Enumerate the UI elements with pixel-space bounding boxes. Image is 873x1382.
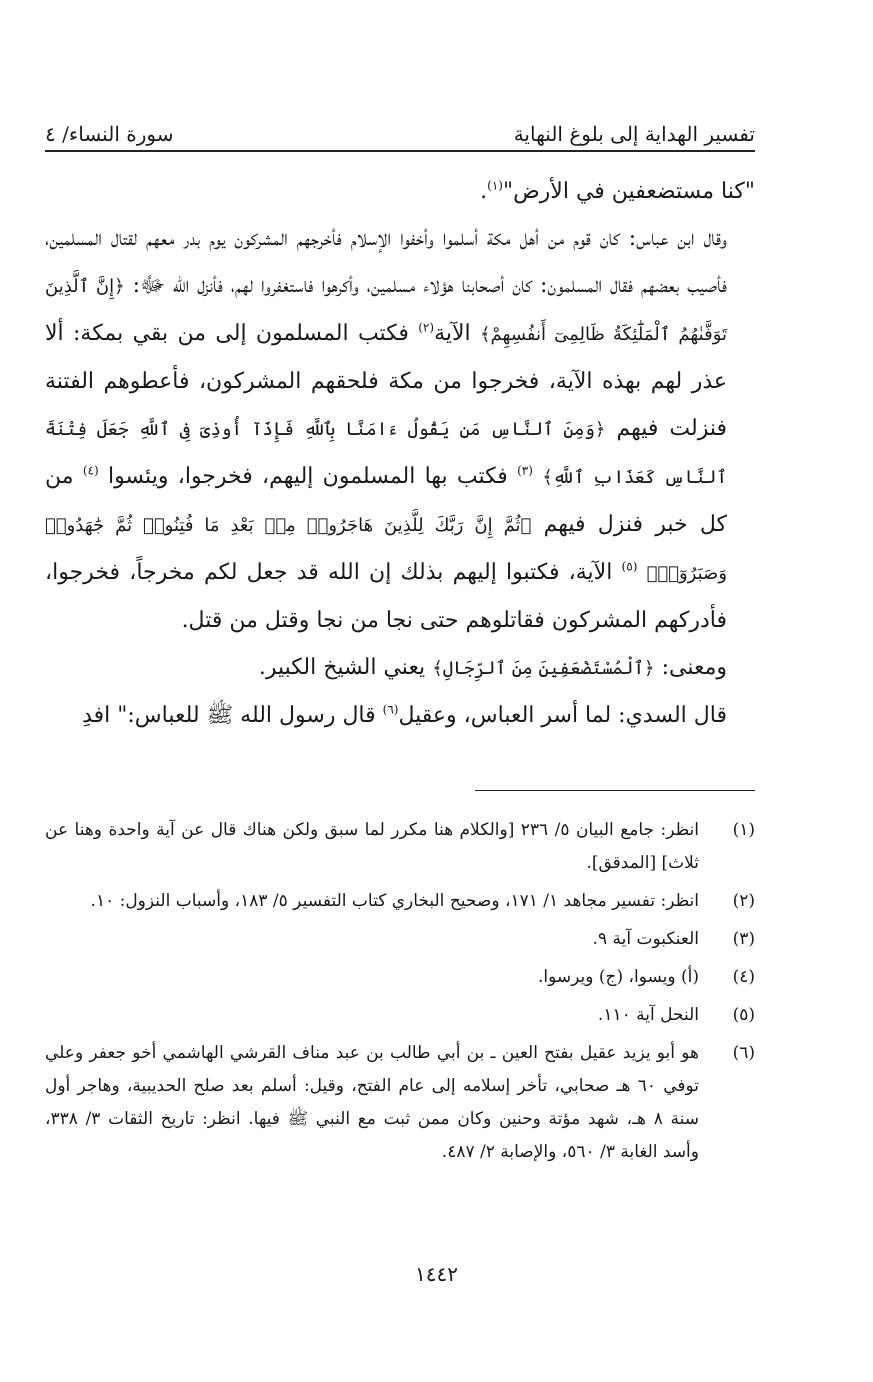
footnote-ref-3[interactable]: (٣) xyxy=(517,463,533,478)
footnote xyxy=(45,923,755,956)
footnote-number: (٣) xyxy=(732,929,755,949)
footnote-number: (٢) xyxy=(732,891,755,911)
footnote-text: انظر: جامع البيان ٥/ ٢٣٦ [والكلام هنا مكرر لما سبق ولكن هناك قال عن آية واحدة وهنا عن ثلاث] [المدقق]. xyxy=(45,820,699,873)
book-title: تفسير الهداية إلى بلوغ النهاية xyxy=(513,122,755,146)
footnote xyxy=(45,885,755,918)
header-divider xyxy=(45,150,755,152)
footnote-divider xyxy=(475,790,755,791)
quran-verse: ﴿وَمِنَ ٱلنَّاسِ مَن يَقُولُ ءَامَنَّا بِٱللَّهِ فَإِذَآ أُوذِىَ فِى ٱللَّهِ جَعَلَ فِتْنَةَ ٱلنَّاسِ كَعَذَابِ ٱللَّهِ﴾ xyxy=(45,419,728,488)
footnote xyxy=(45,961,755,994)
footnote-text: العنكبوت آية ٩. xyxy=(592,929,699,949)
footnote-number: (٤) xyxy=(732,967,755,987)
surah-label: سورة النساء/ ٤ xyxy=(45,122,174,146)
paragraph-1: "كنا مستضعفين في الأرض"$^{(١)}$. xyxy=(480,178,755,204)
footnote-ref-6[interactable]: (٦) xyxy=(382,702,399,717)
main-text xyxy=(45,168,755,739)
footnote-ref-4[interactable]: (٤) xyxy=(82,463,99,478)
footnote xyxy=(45,1037,755,1169)
footnote-ref-5[interactable]: (٥) xyxy=(621,559,638,574)
quran-verse: ﴿ٱلْمُسْتَضْعَفِينَ مِنَ ٱلرِّجَالِ﴾ xyxy=(432,658,655,679)
footnote xyxy=(45,814,755,880)
quran-verse: ﴿إِنَّ ٱلَّذِينَ تَوَفَّىٰهُمُ ٱلْمَلَٰٓئِكَةُ ظَالِمِىٓ أَنفُسِهِمْ﴾ xyxy=(45,276,727,345)
running-header xyxy=(45,108,755,146)
footnote-ref-1[interactable]: (١) xyxy=(487,178,503,193)
footnote-text: النحل آية ١١٠. xyxy=(597,1005,699,1025)
footnote-ref-2[interactable]: (٢) xyxy=(418,320,435,335)
quran-verse: ﴿ثُمَّ إِنَّ رَبَّكَ لِلَّذِينَ هَاجَرُوا۟ مِنۢ بَعْدِ مَا فُتِنُوا۟ ثُمَّ جَٰهَدُوا۟ وَصَبَرُوٓا۟﴾ xyxy=(45,515,728,584)
paragraph-4: قال السدي: لما أسر العباس، وعقيل$^{(٦)}$ قال رسول الله ﷺ للعباس:" افدِ xyxy=(82,702,727,728)
footnote xyxy=(45,999,755,1032)
footnote-text: (أ) ويسوا، (ج) ويرسوا. xyxy=(537,967,699,987)
paragraph-3: ومعنى: ﴿ٱلْمُسْتَضْعَفِينَ مِنَ ٱلرِّجَالِ﴾ يعني الشيخ الكبير. xyxy=(258,655,727,680)
footnote-number: (١) xyxy=(732,820,755,840)
paragraph-2: وقال ابن عباس: كان قوم من أهل مكة أسلموا وأخفوا الإسلام فأخرجهم المشركون يوم بدر معهم لقتال المسلمين، فأصيب بعضهم فقال المسلمون: كان أصحابنا هؤلاء مسلمين، وأكرهوا فاستغفروا لهم، فأنزل الله ﷻ: ﴿إِنَّ ٱلَّذِينَ تَوَفَّىٰهُمُ ٱلْمَلَٰٓئِكَةُ ظَالِمِىٓ أَنفُسِهِمْ﴾ الآية$^{(٢)}$ فكتب المسلمون إلى من بقي بمكة: ألا عذر لهم بهذه الآية، فخرجوا من مكة فلحقهم المشركون، فأعطوهم الفتنة فنزلت فيهم ﴿وَمِنَ ٱلنَّاسِ مَن يَقُولُ ءَامَنَّا بِٱللَّهِ فَإِذَآ أُوذِىَ فِى ٱللَّهِ جَعَلَ فِتْنَةَ ٱلنَّاسِ كَعَذَابِ ٱللَّهِ﴾ $^{(٣)}$ فكتب بها المسلمون إليهم، فخرجوا، ويئسوا $^{(٤)}$ من كل خبر فنزل فيهم ﴿ثُمَّ إِنَّ رَبَّكَ لِلَّذِينَ هَاجَرُوا۟ مِنۢ بَعْدِ مَا فُتِنُوا۟ ثُمَّ جَٰهَدُوا۟ وَصَبَرُوٓا۟﴾ $^{(٥)}$ الآية، فكتبوا إليهم بذلك إن الله قد جعل لكم مخرجاً، فخرجوا، فأدركهم المشركون فقاتلوهم حتى نجا من نجا وقتل من قتل. xyxy=(45,226,728,633)
footnote-text: هو أبو يزيد عقيل بفتح العين ـ بن أبي طالب بن عبد مناف القرشي الهاشمي أخو جعفر وعلي توفي ٦٠ هـ صحابي، تأخر إسلامه إلى عام الفتح، وقيل: أسلم بعد صلح الحديبية، وهاجر أول سنة ٨ هـ، شهد مؤتة وحنين وكان ممن ثبت مع النبي ﷺ فيها. انظر: تاريخ الثقات ٣/ ٣٣٨، وأسد الغابة ٣/ ٥٦٠، والإصابة ٢/ ٤٨٧. xyxy=(45,1043,699,1162)
footnote-number: (٦) xyxy=(732,1043,755,1063)
footnote-number: (٥) xyxy=(732,1005,755,1025)
page-number: ١٤٤٢ xyxy=(415,1262,458,1286)
footnotes xyxy=(45,814,755,1174)
footnote-text: انظر: تفسير مجاهد ١/ ١٧١، وصحيح البخاري كتاب التفسير ٥/ ١٨٣، وأسباب النزول: ١٠. xyxy=(90,891,699,911)
